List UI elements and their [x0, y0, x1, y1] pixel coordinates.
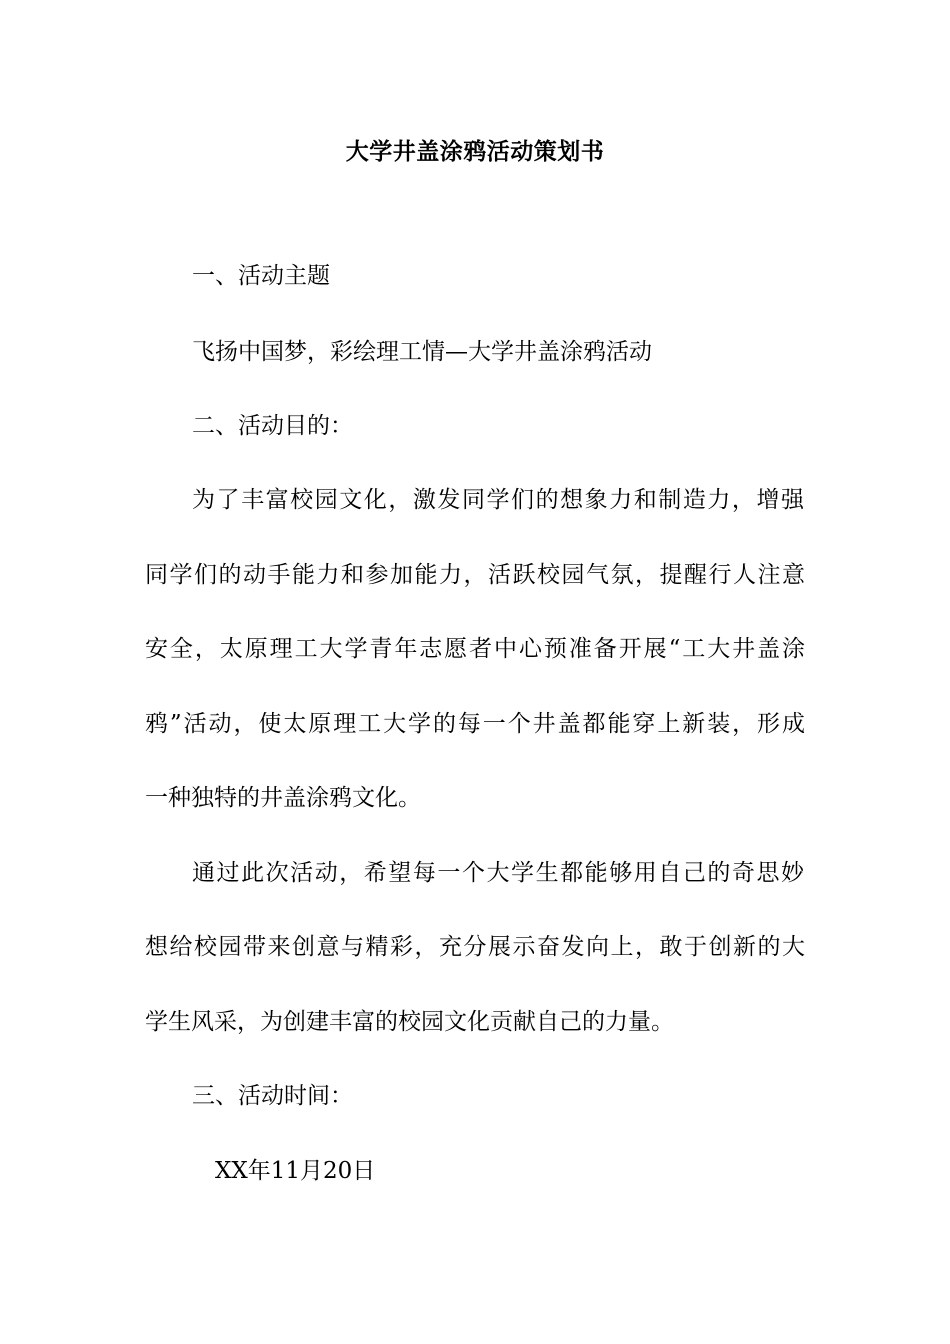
document-title: 大学井盖涂鸦活动策划书 [345, 138, 605, 165]
section-heading-theme: 一、活动主题 [192, 263, 330, 289]
hope-paragraph-line-3: 学生风采，为创建丰富的校园文化贡献自己的力量。 [145, 1009, 674, 1035]
purpose-paragraph-line-1: 为了丰富校园文化，激发同学们的想象力和制造力，增强 [192, 487, 804, 513]
section-heading-purpose: 二、活动目的： [192, 413, 353, 439]
theme-text: 飞扬中国梦，彩绘理工情—大学井盖涂鸦活动 [192, 339, 652, 365]
purpose-paragraph-line-3: 安全，太原理工大学青年志愿者中心预准备开展“工大井盖涂 [145, 636, 805, 662]
purpose-paragraph-line-5: 一种独特的井盖涂鸦文化。 [145, 785, 421, 811]
hope-paragraph-line-2: 想给校园带来创意与精彩，充分展示奋发向上，敢于创新的大 [145, 934, 805, 960]
hope-paragraph-line-1: 通过此次活动，希望每一个大学生都能够用自己的奇思妙 [192, 860, 804, 886]
activity-date: XX年11月20日 [215, 1158, 376, 1184]
purpose-paragraph-line-4: 鸦”活动，使太原理工大学的每一个井盖都能穿上新装，形成 [145, 711, 805, 737]
section-heading-time: 三、活动时间： [192, 1083, 353, 1109]
purpose-paragraph-line-2: 同学们的动手能力和参加能力，活跃校园气氛，提醒行人注意 [145, 562, 805, 588]
